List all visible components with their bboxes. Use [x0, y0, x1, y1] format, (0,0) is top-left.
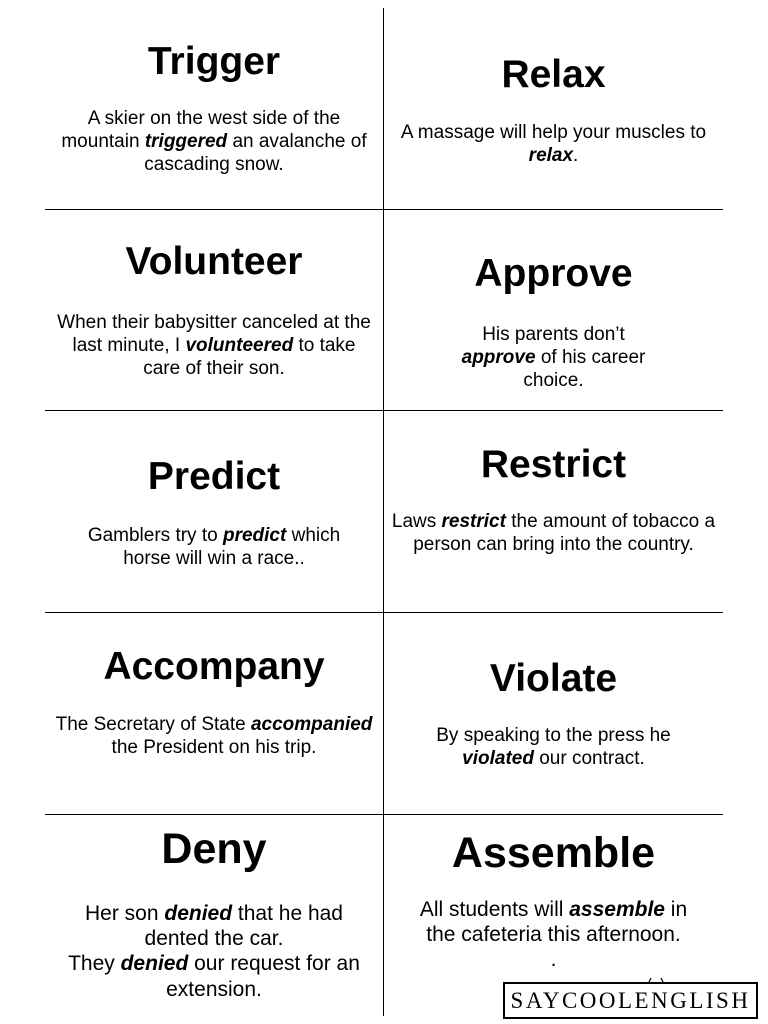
sentence-text: our request for an extension.: [166, 952, 360, 1001]
sentence-text: All students will: [419, 898, 570, 921]
keyword: accompanied: [250, 714, 373, 735]
sentence-text: Laws: [391, 511, 442, 532]
brand-logo: [503, 982, 758, 1019]
card-sentence: [384, 324, 723, 392]
vocab-card-volunteer: [45, 210, 383, 410]
sentence-text: to take care of their son.: [143, 334, 356, 379]
card-word: Volunteer: [125, 240, 303, 283]
keyword: denied: [164, 902, 233, 925]
sentence-text: They: [68, 952, 121, 976]
keyword: predict: [222, 525, 287, 546]
keyword: assemble: [569, 898, 665, 921]
keyword: restrict: [441, 511, 506, 532]
card-sentence: [384, 511, 723, 557]
card-sentence: [45, 525, 383, 571]
sentence-text: Her son: [85, 902, 165, 925]
card-sentence: [45, 312, 383, 380]
card-sentence: [384, 122, 723, 168]
sentence-text: the amount of tobacco a person can bring into the country.: [413, 511, 716, 555]
sentence-text: our contract.: [533, 747, 645, 769]
card-word: Deny: [161, 825, 267, 873]
sentence-text: of his career choice.: [523, 346, 646, 391]
sentence-text: A massage will help your muscles to: [400, 122, 707, 143]
card-word: Approve: [474, 252, 633, 295]
sentence-text: .: [550, 948, 557, 972]
vocab-card-violate: [384, 613, 723, 814]
keyword: denied: [120, 952, 189, 976]
vocab-card-deny: [45, 815, 383, 1016]
card-sentence: [45, 901, 383, 1002]
sentence-text: The Secretary of State: [55, 714, 251, 735]
card-sentence: [45, 108, 383, 176]
sentence-text: which horse will win a race..: [123, 525, 341, 569]
card-sentence: [384, 897, 723, 973]
card-sentence: [45, 714, 383, 760]
card-sentence: [384, 725, 723, 771]
sentence-text: the President on his trip.: [111, 736, 317, 758]
keyword: violated: [462, 747, 534, 769]
card-word: Restrict: [480, 443, 627, 486]
keyword: relax: [528, 144, 574, 166]
sentence-text: an avalanche of cascading snow.: [144, 130, 367, 175]
sentence-text: .: [573, 144, 579, 166]
vocab-card-approve: [384, 210, 723, 410]
vocab-card-accompany: [45, 613, 383, 814]
vocab-card-restrict: [384, 411, 723, 612]
logo-text: SAYCOOLENGLISH: [510, 987, 751, 1013]
keyword: triggered: [144, 130, 228, 152]
card-word: Violate: [489, 657, 618, 700]
sentence-text: Gamblers try to: [87, 525, 223, 546]
vocab-card-predict: [45, 411, 383, 612]
card-word: Relax: [501, 53, 606, 96]
card-word: Predict: [147, 455, 281, 498]
sentence-text: His parents don’t: [482, 324, 625, 345]
sentence-text: By speaking to the press he: [436, 725, 671, 746]
vocab-card-trigger: [45, 0, 383, 209]
card-word: Assemble: [451, 829, 656, 877]
sentence-text: A skier on the west side of the mountain: [61, 108, 341, 152]
card-word: Accompany: [103, 645, 325, 688]
glasses-icon: [647, 976, 665, 986]
keyword: approve: [461, 346, 536, 368]
sentence-text: that he had dented the car.: [144, 902, 343, 951]
card-word: Trigger: [147, 40, 281, 83]
sentence-text: in the cafeteria this afternoon.: [426, 898, 688, 947]
vocab-card-relax: [384, 0, 723, 209]
keyword: volunteered: [185, 334, 294, 356]
sentence-text: When their babysitter canceled at the last minute, I: [57, 312, 371, 356]
